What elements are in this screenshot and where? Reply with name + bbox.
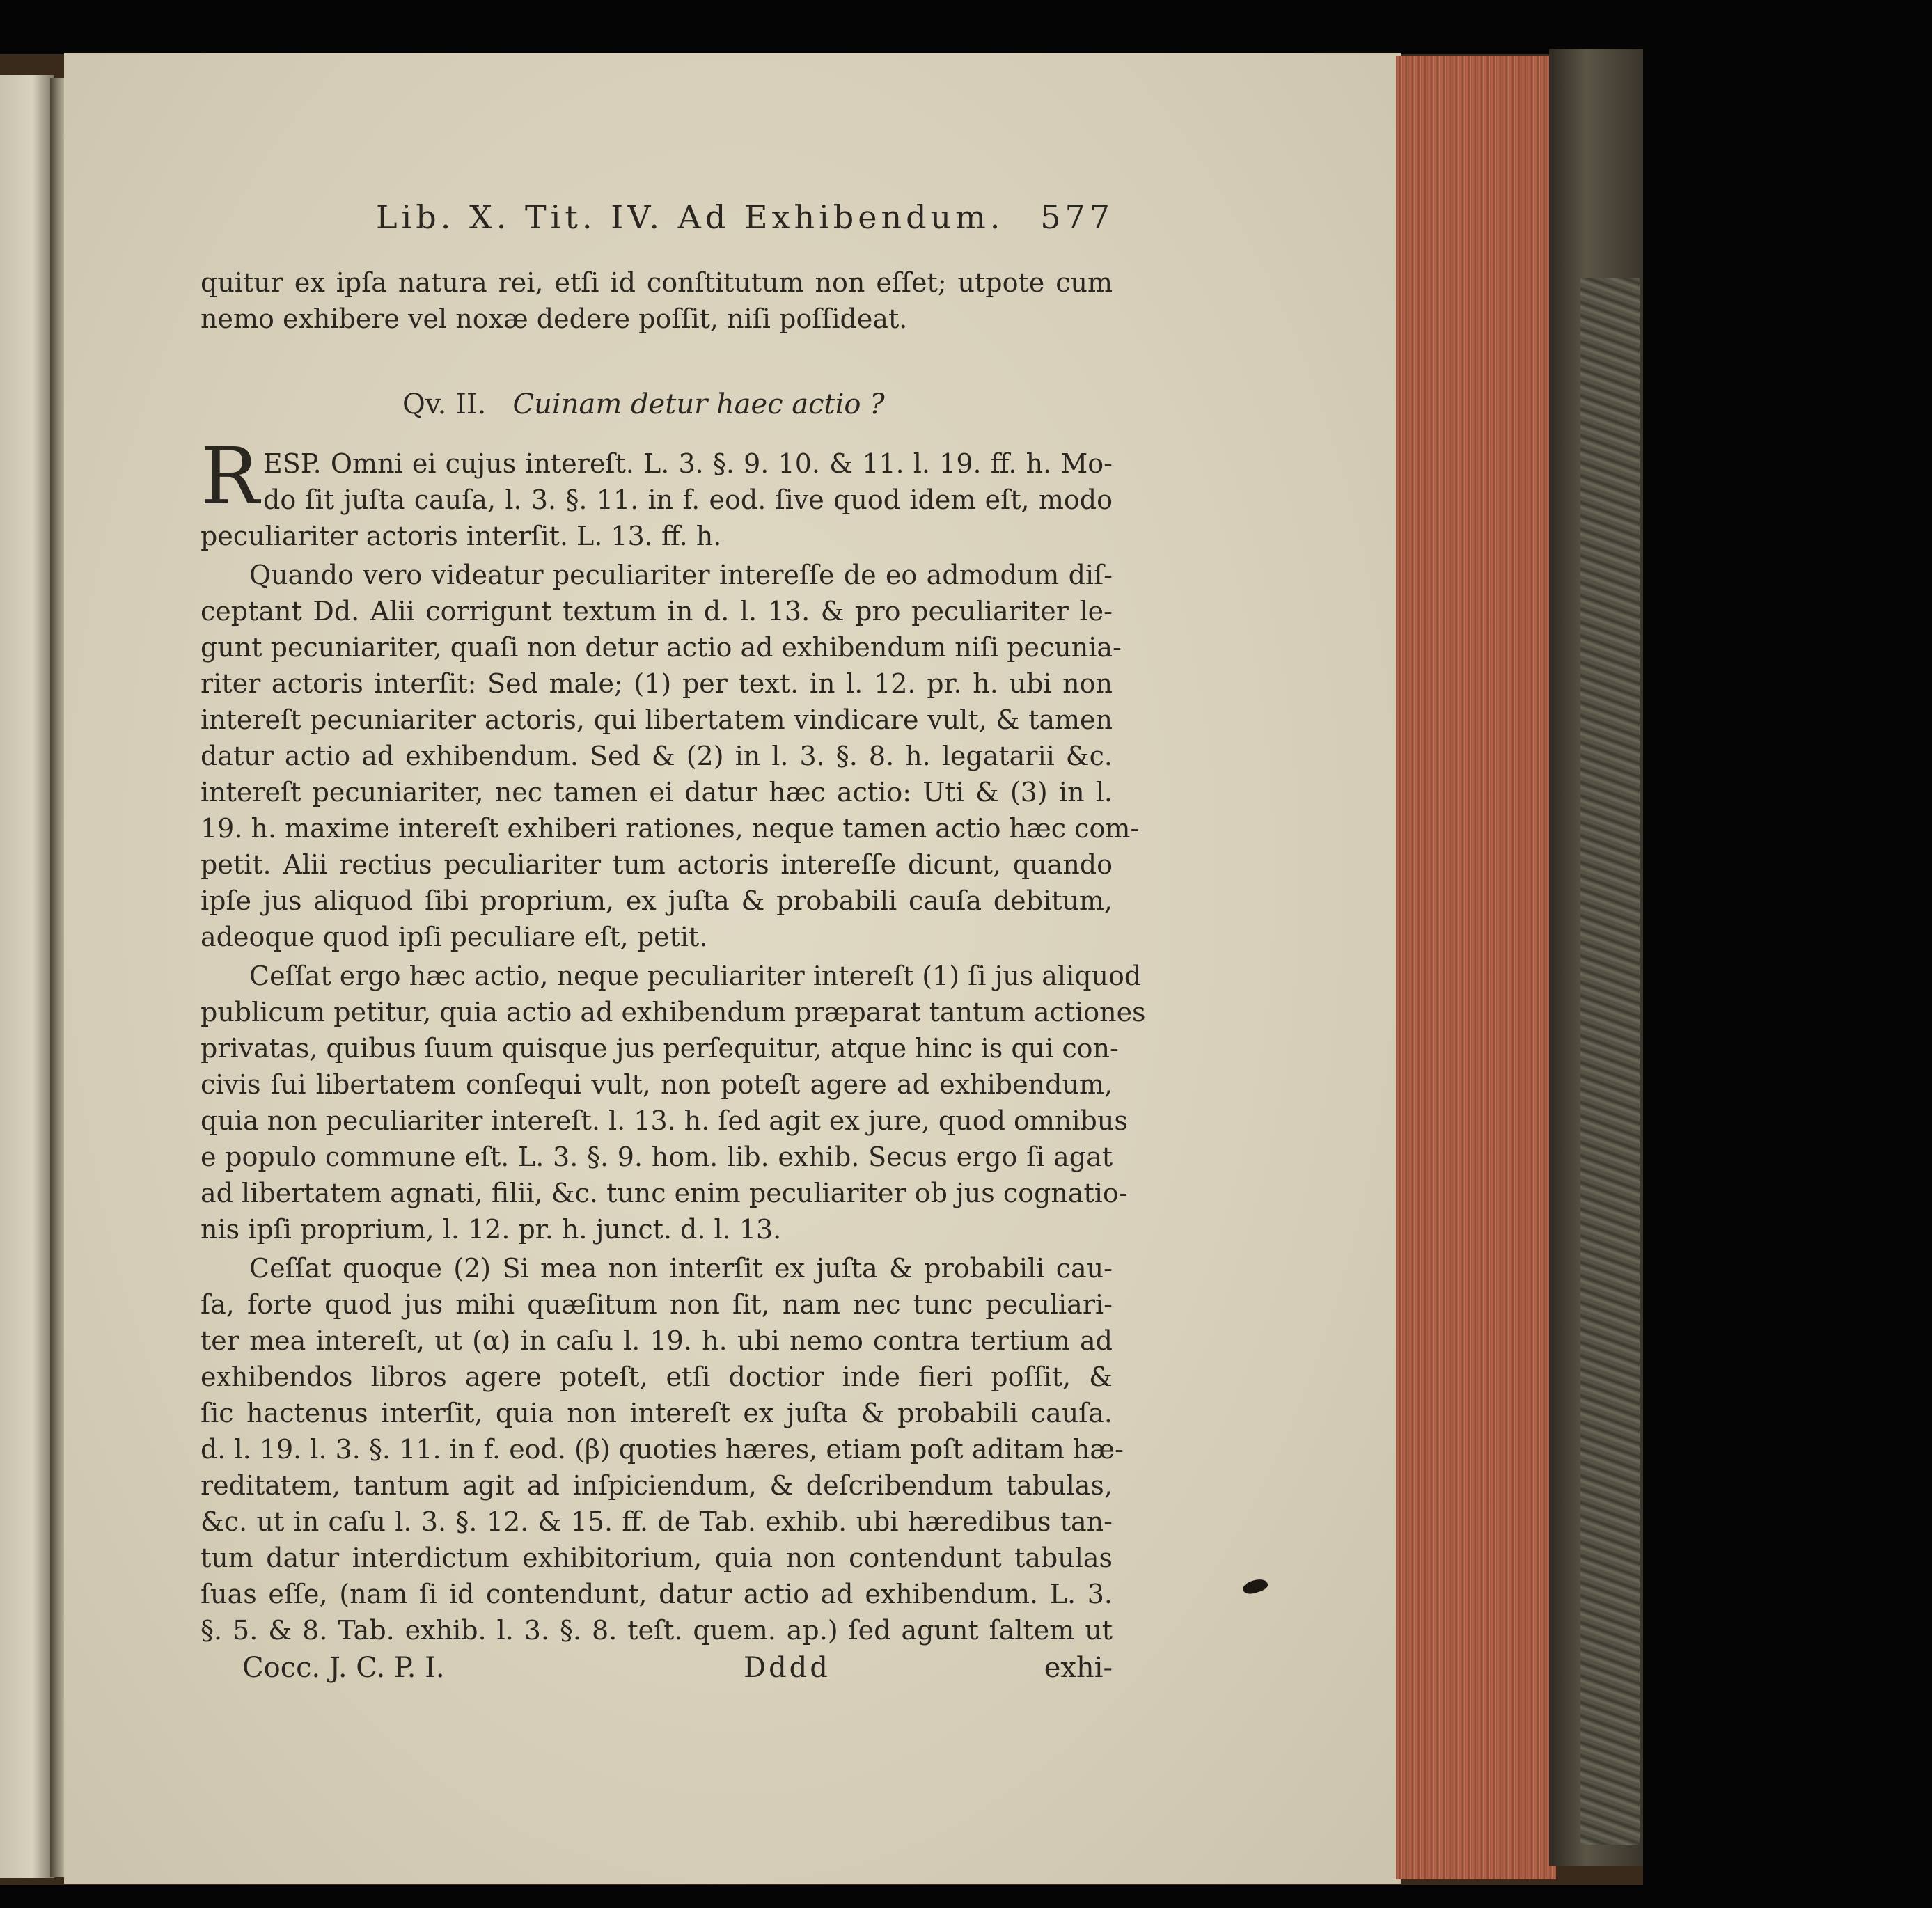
marbled-cover <box>1580 278 1640 1845</box>
text-line: ter mea intereſt, ut (α) in caſu l. 19. h. ubi nemo contra tertium ad <box>201 1325 1113 1356</box>
page-number: 577 <box>1040 198 1114 236</box>
text-line: quitur ex ipſa natura rei, etſi id conſtitutum non eſſet; utpote cum <box>201 267 1113 298</box>
text-line: gunt pecuniariter, quaſi non detur actio ad exhibendum niſi pecunia- <box>201 632 1122 663</box>
text-line: publicum petitur, quia actio ad exhibendum præparat tantum actiones <box>201 997 1146 1027</box>
text-line: ceptant Dd. Alii corrigunt textum in d. l. 13. & pro peculiariter le- <box>201 596 1113 626</box>
text-line: Ceſſat quoque (2) Si mea non interſit ex juſta & probabili cau- <box>249 1253 1113 1284</box>
text-line: &c. ut in caſu l. 3. §. 12. & 15. ff. de Tab. exhib. ubi hæredibus tan- <box>201 1506 1113 1537</box>
page-fore-edge <box>1396 56 1556 1879</box>
sheet-mark: Dddd <box>744 1652 831 1684</box>
text-line: d. l. 19. l. 3. §. 11. in f. eod. (β) quoties hæres, etiam poſt aditam hæ- <box>201 1434 1124 1465</box>
question-title: Cuinam detur haec actio ? <box>512 388 885 420</box>
text-line: do ſit juſta cauſa, l. 3. §. 11. in f. eod. ſive quod idem eſt, modo <box>263 484 1113 515</box>
text-line: petit. Alii rectius peculiariter tum actoris intereſſe dicunt, quando <box>201 849 1113 880</box>
text-line: ſuas eſſe, (nam ſi id contendunt, datur actio ad exhibendum. L. 3. <box>201 1579 1113 1609</box>
text-line: nemo exhibere vel noxæ dedere poſſit, niſi poſſideat. <box>201 303 908 334</box>
printer-signature: Cocc. J. C. P. I. <box>242 1652 445 1684</box>
text-line: ſa, forte quod jus mihi quæſitum non ſit, nam nec tunc peculiari- <box>201 1289 1113 1320</box>
text-line: nis ipſi proprium, l. 12. pr. h. junct. d. l. 13. <box>201 1214 782 1245</box>
question-heading <box>402 386 885 423</box>
text-line: Ceſſat ergo hæc actio, neque peculiariter intereſt (1) ſi jus aliquod <box>249 961 1142 991</box>
text-line: intereſt pecuniariter, nec tamen ei datur hæc actio: Uti & (3) in l. <box>201 777 1113 807</box>
text-line: datur actio ad exhibendum. Sed & (2) in l. 3. §. 8. h. legatarii &c. <box>201 741 1113 771</box>
text-line: Quando vero videatur peculiariter intereſſe de eo admodum diſ- <box>249 560 1113 590</box>
text-line: ad libertatem agnati, filii, &c. tunc enim peculiariter ob jus cognatio- <box>201 1178 1128 1208</box>
running-header <box>376 198 1114 247</box>
text-line: e populo commune eſt. L. 3. §. 9. hom. lib. exhib. Secus ergo ſi agat <box>201 1142 1113 1172</box>
text-line: privatas, quibus ſuum quisque jus perſequitur, atque hinc is qui con- <box>201 1033 1119 1064</box>
drop-cap: R <box>201 432 260 522</box>
text-line: adeoque quod ipſi peculiare eſt, petit. <box>201 922 708 952</box>
text-line: ſic hactenus interſit, quia non intereſt ex juſta & probabili cauſa. <box>201 1398 1113 1428</box>
text-line: exhibendos libros agere poteſt, etſi doctior inde fieri poſſit, & <box>201 1362 1113 1392</box>
catchword: exhi- <box>1044 1652 1113 1684</box>
text-line: intereſt pecuniariter actoris, qui libertatem vindicare vult, & tamen <box>201 704 1113 735</box>
text-line: §. 5. & 8. Tab. exhib. l. 3. §. 8. teſt. quem. ap.) ſed agunt ſaltem ut <box>201 1615 1113 1646</box>
text-line: ESP. Omni ei cujus intereſt. L. 3. §. 9. 10. & 11. l. 19. ff. h. Mo- <box>263 448 1113 479</box>
text-line: civis ſui libertatem conſequi vult, non poteſt agere ad exhibendum, <box>201 1069 1113 1100</box>
left-page-edge <box>0 75 54 1878</box>
text-line: reditatem, tantum agit ad inſpiciendum, & deſcribendum tabulas, <box>201 1470 1113 1501</box>
running-title: Lib. X. Tit. IV. Ad Exhibendum. <box>376 198 1005 236</box>
text-line: peculiariter actoris interſit. L. 13. ff. h. <box>201 521 722 551</box>
text-line: 19. h. maxime intereſt exhiberi rationes, neque tamen actio hæc com- <box>201 813 1140 844</box>
question-number: Qv. II. <box>402 388 487 420</box>
text-line: ipſe jus aliquod ſibi proprium, ex juſta & probabili cauſa debitum, <box>201 885 1113 916</box>
text-line: tum datur interdictum exhibitorium, quia non contendunt tabulas <box>201 1543 1113 1573</box>
text-line: riter actoris interſit: Sed male; (1) per text. in l. 12. pr. h. ubi non <box>201 668 1113 699</box>
text-line: quia non peculiariter intereſt. l. 13. h. ſed agit ex jure, quod omnibus <box>201 1105 1128 1136</box>
page-footer <box>242 1648 1113 1687</box>
